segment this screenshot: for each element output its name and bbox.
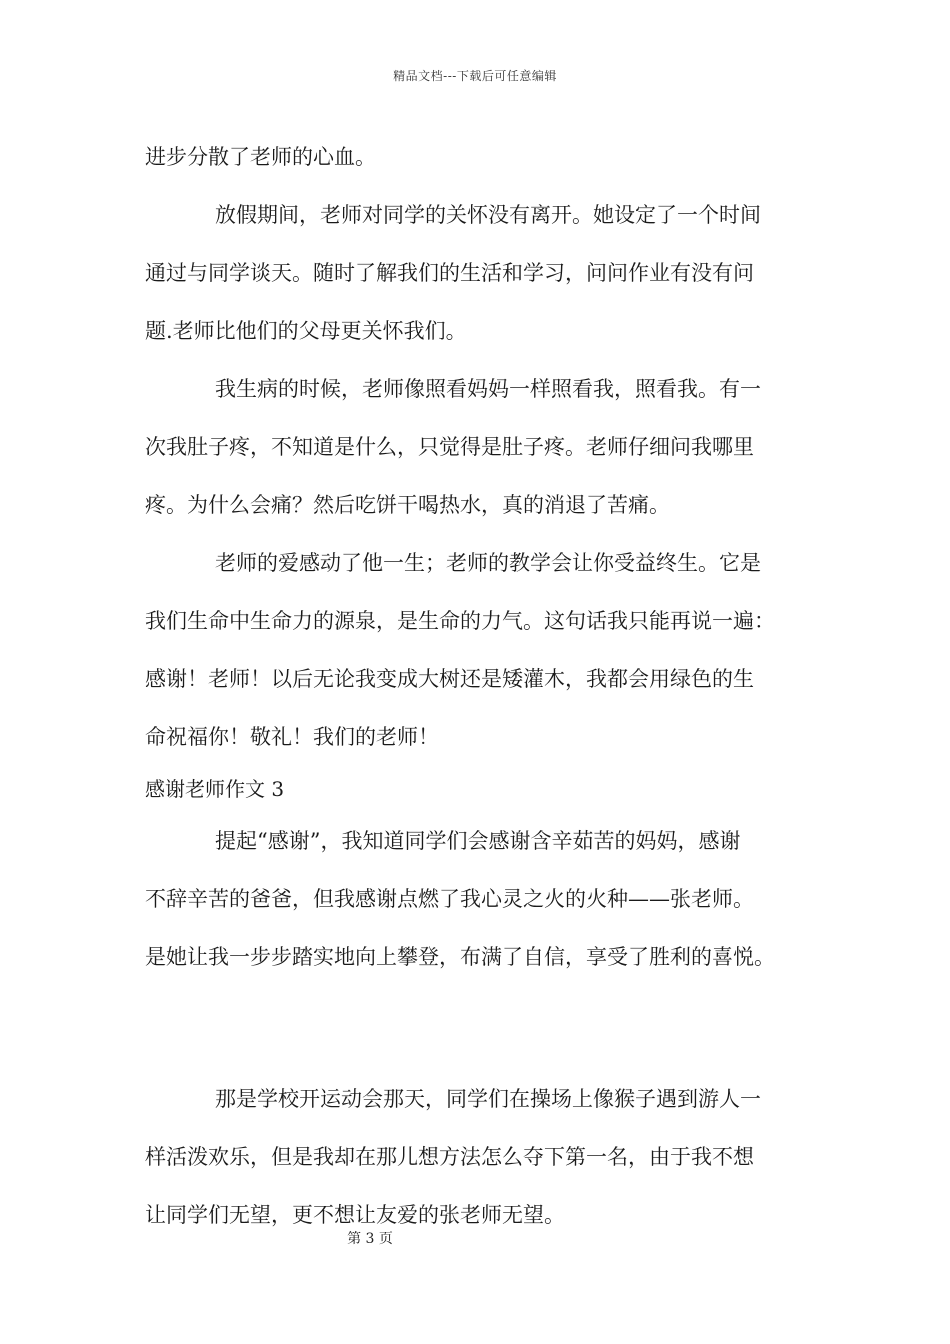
paragraph-line: 题.老师比他们的父母更关怀我们。	[145, 319, 467, 343]
paragraph-line: 提起“感谢”，我知道同学们会感谢含辛茹苦的妈妈，感谢	[215, 829, 741, 853]
paragraph-line: 老师的爱感动了他一生；老师的教学会让你受益终生。它是	[215, 551, 761, 575]
paragraph-line: 通过与同学谈天。随时了解我们的生活和学习，问问作业有没有问	[145, 261, 754, 285]
paragraph-line: 是她让我一步步踏实地向上攀登，布满了自信，享受了胜利的喜悦。	[145, 945, 775, 969]
page-number: 第 3 页	[347, 1231, 393, 1247]
paragraph-line: 命祝福你！敬礼！我们的老师！	[145, 725, 439, 749]
paragraph-line: 我们生命中生命力的源泉，是生命的力气。这句话我只能再说一遍：	[145, 609, 775, 633]
paragraph-line: 感谢！老师！以后无论我变成大树还是矮灌木，我都会用绿色的生	[145, 667, 754, 691]
paragraph-line: 样活泼欢乐，但是我却在那儿想方法怎么夺下第一名，由于我不想	[145, 1145, 754, 1169]
section-heading: 感谢老师作文 3	[145, 777, 285, 801]
paragraph-line: 不辞辛苦的爸爸，但我感谢点燃了我心灵之火的火种——张老师。	[145, 887, 754, 911]
paragraph-gap	[145, 986, 825, 1070]
paragraph-line: 进步分散了老师的心血。	[145, 145, 376, 169]
document-body	[145, 128, 825, 1244]
paragraph-line: 疼。为什么会痛？然后吃饼干喝热水，真的消退了苦痛。	[145, 493, 670, 517]
paragraph-line: 那是学校开运动会那天，同学们在操场上像猴子遇到游人一	[215, 1087, 761, 1111]
paragraph-line: 让同学们无望，更不想让友爱的张老师无望。	[145, 1203, 565, 1227]
page-header: 精品文档---下载后可任意编辑	[393, 69, 557, 83]
paragraph-line: 我生病的时候，老师像照看妈妈一样照看我，照看我。有一	[215, 377, 761, 401]
paragraph-line: 次我肚子疼，不知道是什么，只觉得是肚子疼。老师仔细问我哪里	[145, 435, 754, 459]
paragraph-line: 放假期间，老师对同学的关怀没有离开。她设定了一个时间	[215, 203, 761, 227]
